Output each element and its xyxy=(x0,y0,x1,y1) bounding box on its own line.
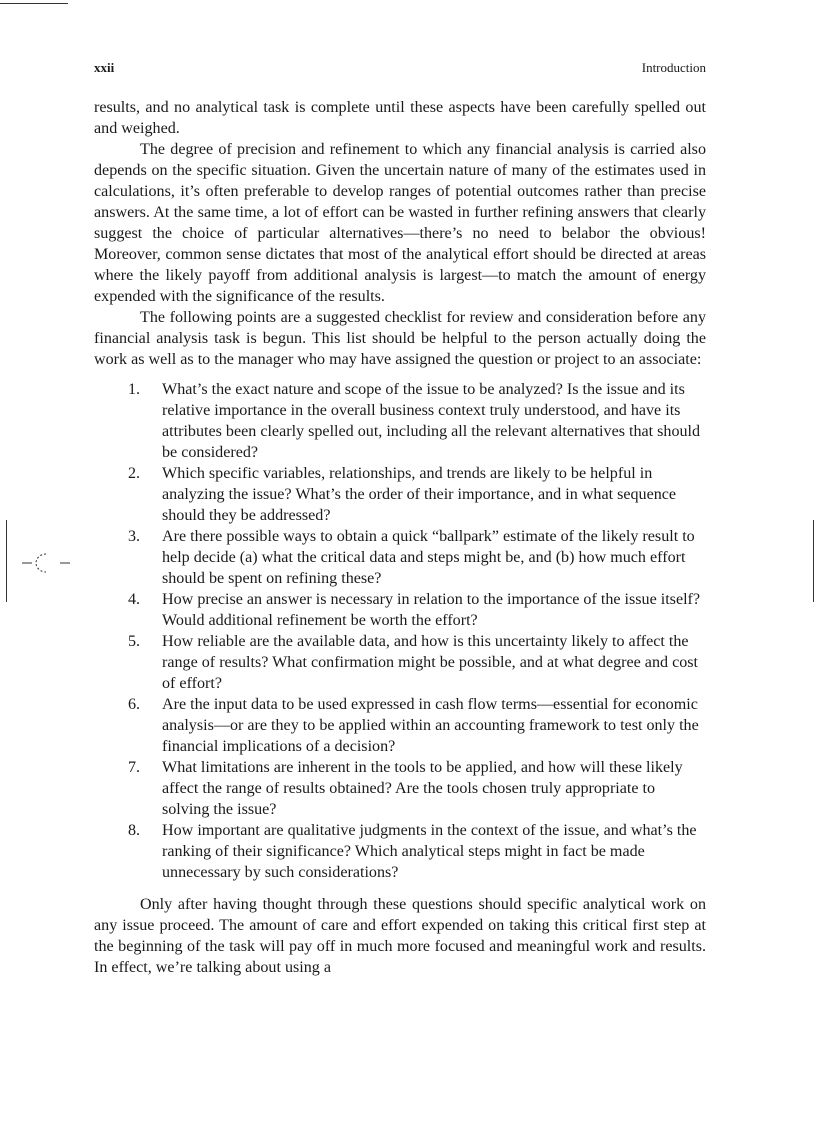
registration-mark-icon xyxy=(22,548,70,580)
list-item-text: How precise an answer is necessary in relation to the importance of the issue itself? Would additional refinement be worth the effort? xyxy=(162,591,701,629)
analysis-checklist xyxy=(94,379,706,883)
list-item-number: 7. xyxy=(128,759,141,776)
crop-mark-right xyxy=(813,520,814,602)
list-item-number: 2. xyxy=(128,465,141,482)
paragraph-closing: Only after having thought through these questions should specific analytical work on any issue proceed. The amount of care and effort expended on taking this critical first step at the beginning of the task will pay off in much more focused and meaningful work and results. In effect, we’re talking about using a xyxy=(94,896,706,976)
list-item-number: 6. xyxy=(128,696,141,713)
crop-mark-left xyxy=(6,520,7,602)
page-number: xxii xyxy=(94,60,115,75)
paragraph-checklist-intro: The following points are a suggested checklist for review and consideration before any financial analysis task is begun. This list should be helpful to the person actually doing the work as well as to the manager who may have assigned the question or project to an associate: xyxy=(94,309,706,368)
list-item xyxy=(94,820,706,883)
list-item-text: What limitations are inherent in the tools to be applied, and how will these likely affect the range of results obtained? Are the tools chosen truly appropriate to solving the issue? xyxy=(162,759,683,818)
list-item-number: 3. xyxy=(128,528,141,545)
list-item-number: 8. xyxy=(128,822,141,839)
list-item xyxy=(94,757,706,820)
running-head xyxy=(94,60,706,78)
list-item xyxy=(94,694,706,757)
paragraph-continued: results, and no analytical task is complete until these aspects have been carefully spelled out and weighed. xyxy=(94,99,706,137)
list-item-number: 1. xyxy=(128,381,141,398)
list-item-text: How important are qualitative judgments in the context of the issue, and what’s the ranking of their significance? Which analytical steps might in fact be made unnecessary by such considerations? xyxy=(162,822,697,881)
list-item xyxy=(94,526,706,589)
section-title: Introduction xyxy=(641,60,706,75)
body-text xyxy=(94,97,706,978)
list-item-text: What’s the exact nature and scope of the issue to be analyzed? Is the issue and its relative importance in the overall business context truly understood, and have its attributes been clearly spelled out, including all the relevant alternatives that should be considered? xyxy=(162,381,701,461)
paragraph-precision: The degree of precision and refinement to which any financial analysis is carried also depends on the specific situation. Given the uncertain nature of many of the estimates used in calculations, it’s often preferable to develop ranges of potential outcomes rather than precise answers. At the same time, a lot of effort can be wasted in further refining answers that clearly suggest the choice of particular alternatives—there’s no need to belabor the obvious! Moreover, common sense dictates that most of the analytical effort should be directed at areas where the likely payoff from additional analysis is largest—to match the amount of energy expended with the significance of the results. xyxy=(94,141,706,305)
list-item xyxy=(94,463,706,526)
list-item xyxy=(94,589,706,631)
list-item-text: Are the input data to be used expressed in cash flow terms—essential for economic analysis—or are they to be applied within an accounting framework to test only the financial implications of a decision? xyxy=(162,696,699,755)
list-item-number: 5. xyxy=(128,633,141,650)
list-item-text: Are there possible ways to obtain a quick “ballpark” estimate of the likely result to help decide (a) what the critical data and steps might be, and (b) how much effort should be spent on refining these? xyxy=(162,528,695,587)
list-item xyxy=(94,379,706,463)
crop-mark-top xyxy=(0,3,68,4)
list-item-text: How reliable are the available data, and how is this uncertainty likely to affect the range of results? What confirmation might be possible, and at what degree and cost of effort? xyxy=(162,633,698,692)
list-item-number: 4. xyxy=(128,591,141,608)
list-item xyxy=(94,631,706,694)
list-item-text: Which specific variables, relationships, and trends are likely to be helpful in analyzing the issue? What’s the order of their importance, and in what sequence should they be addressed? xyxy=(162,465,677,524)
